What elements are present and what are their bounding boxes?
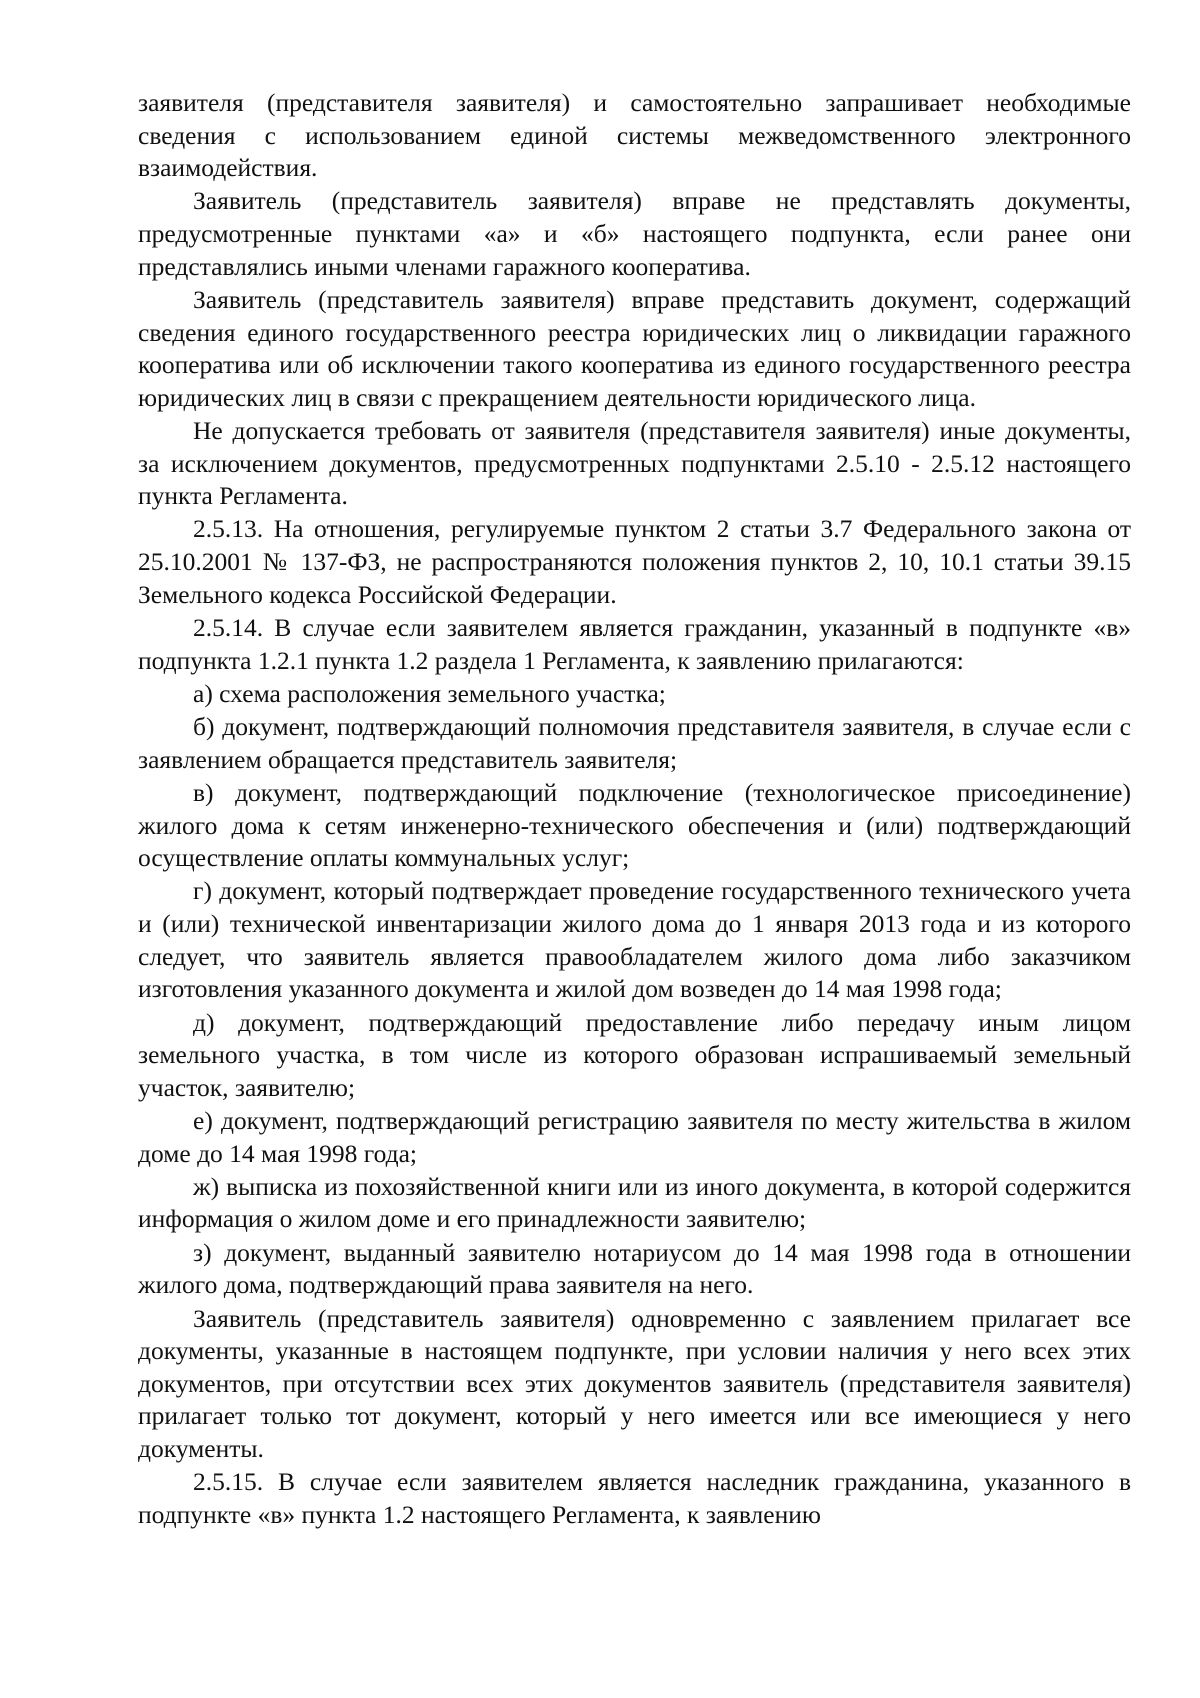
paragraph-continuation: заявителя (представителя заявителя) и самостоятельно запрашивает необходимые сведения с использованием единой системы межведомственного электронного взаимодействия. bbox=[138, 88, 1131, 183]
list-item-g: г) документ, который подтверждает проведение государственного технического учета и (или) технической инвентаризации жилого дома до 1 января 2013 года и из которого следует, что заявитель является правообладателем жилого дома либо заказчиком изготовления указанного документа и жилой дом возведен до 14 мая 1998 года; bbox=[138, 876, 1131, 1004]
list-item-b: б) документ, подтверждающий полномочия представителя заявителя, в случае если с заявлением обращается представитель заявителя; bbox=[138, 712, 1131, 774]
list-item-e: е) документ, подтверждающий регистрацию заявителя по месту жительства в жилом доме до 14 мая 1998 года; bbox=[138, 1105, 1131, 1168]
paragraph-2-5-15: 2.5.15. В случае если заявителем является наследник гражданина, указанного в подпункте «в» пункта 1.2 настоящего Регламента, к заявлению bbox=[138, 1467, 1131, 1529]
list-item-a: а) схема расположения земельного участка; bbox=[193, 678, 666, 708]
list-item-d: д) документ, подтверждающий предоставление либо передачу иным лицом земельного участка, в том числе из которого образован испрашиваемый земельный участок, заявителю; bbox=[138, 1007, 1131, 1102]
list-item-z: з) документ, выданный заявителю нотариусом до 14 мая 1998 года в отношении жилого дома, подтверждающий права заявителя на него. bbox=[138, 1237, 1131, 1300]
list-item-v: в) документ, подтверждающий подключение (технологическое присоединение) жилого дома к сетям инженерно-технического обеспечения и (или) подтверждающий осуществление оплаты коммунальных услуг; bbox=[138, 777, 1131, 873]
paragraph-not-allowed: Не допускается требовать от заявителя (представителя заявителя) иные документы, за исключением документов, предусмотренных подпунктами 2.5.10 - 2.5.12 настоящего пункта Регламента. bbox=[138, 416, 1131, 511]
document-page bbox=[138, 87, 1131, 1532]
paragraph-applicant-may-submit: Заявитель (представитель заявителя) вправе представить документ, содержащий сведения единого государственного реестра юридических лиц о ликвидации гаражного кооператива или об исключении такого кооператива из единого государственного реестра юридических лиц в связи с прекращением деятельности юридического лица. bbox=[138, 284, 1131, 412]
paragraph-applicant-attaches: Заявитель (представитель заявителя) одновременно с заявлением прилагает все документы, указанные в настоящем подпункте, при условии наличия у него всех этих документов, при отсутствии всех этих документов заявитель (представителя заявителя) прилагает только тот документ, который у него имеется или все имеющиеся у него документы. bbox=[138, 1303, 1131, 1463]
paragraph-2-5-13: 2.5.13. На отношения, регулируемые пунктом 2 статьи 3.7 Федерального закона от 25.10.2001 № 137-ФЗ, не распространяются положения пунктов 2, 10, 10.1 статьи 39.15 Земельного кодекса Российской Федерации. bbox=[138, 514, 1131, 609]
paragraph-2-5-14: 2.5.14. В случае если заявителем является гражданин, указанный в подпункте «в» подпункта 1.2.1 пункта 1.2 раздела 1 Регламента, к заявлению прилагаются: bbox=[138, 612, 1131, 675]
paragraph-applicant-not-required: Заявитель (представитель заявителя) вправе не представлять документы, предусмотренные пунктами «а» и «б» настоящего подпункта, если ранее они представлялись иными членами гаражного кооператива. bbox=[138, 186, 1131, 281]
list-item-zh: ж) выписка из похозяйственной книги или из иного документа, в которой содержится информация о жилом доме и его принадлежности заявителю; bbox=[138, 1171, 1131, 1234]
